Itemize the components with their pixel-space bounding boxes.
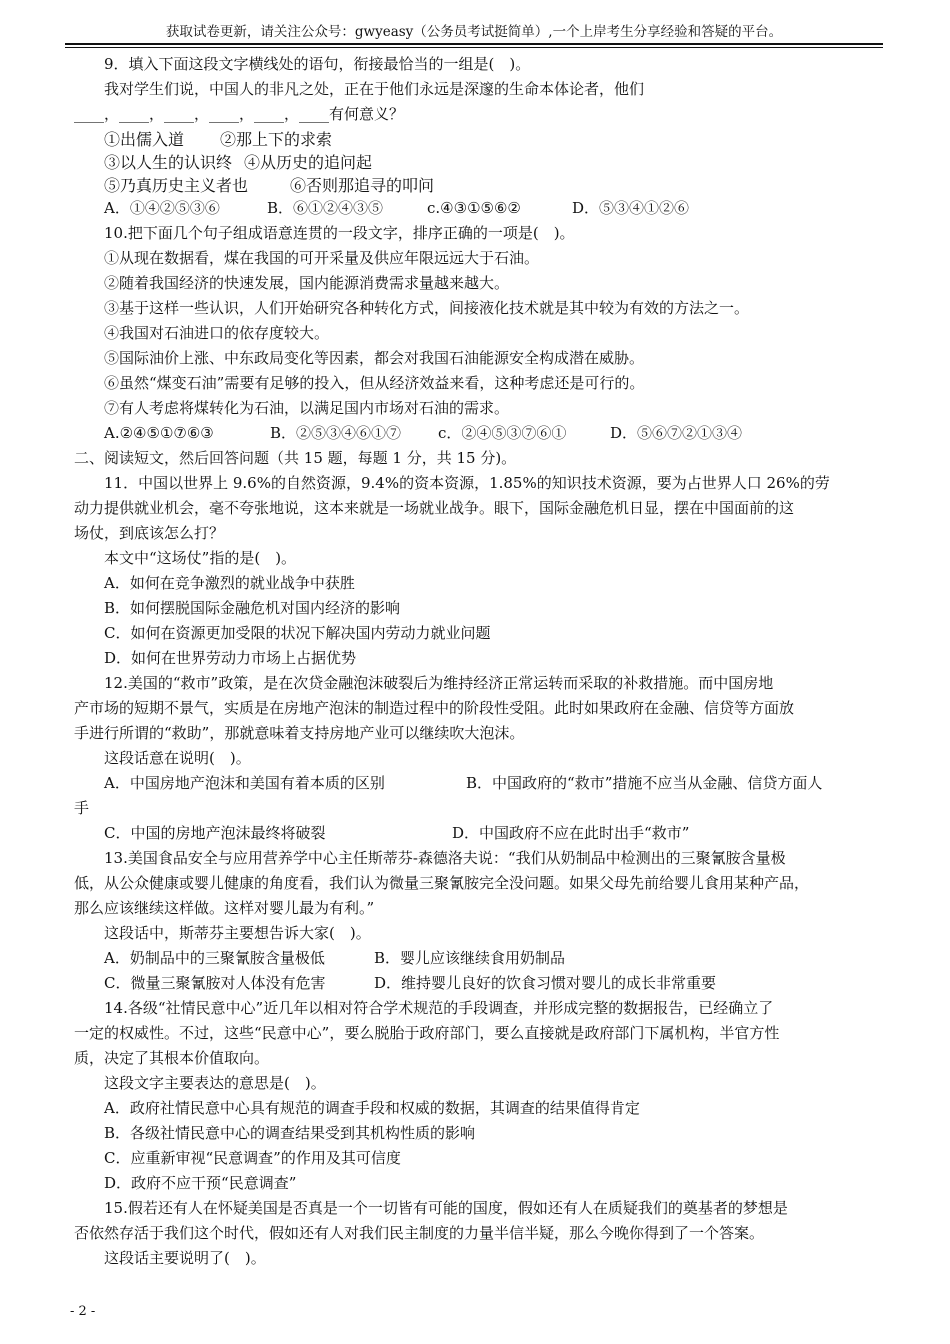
q11-option-b[interactable]: B．如何摆脱国际金融危机对国内经济的影响	[104, 599, 401, 617]
q10-sentence-4: ④我国对石油进口的依存度较大。	[104, 324, 330, 342]
q13-option-b[interactable]: B．婴儿应该继续食用奶制品	[374, 949, 566, 967]
q11-passage-line-2: 动力提供就业机会，毫不夸张地说，这本来就是一场就业战争。眼下，国际金融危机日显，摆在中国面前的这	[74, 499, 795, 517]
q10-option-a[interactable]: A.②④⑤①⑦⑥③	[104, 424, 214, 442]
q12-options-row-2	[74, 821, 886, 846]
q11-option-c[interactable]: C．如何在资源更加受限的状况下解决国内劳动力就业问题	[104, 624, 491, 642]
q11-option-d[interactable]: D．如何在世界劳动力市场上占据优势	[104, 649, 357, 667]
header-rule-thick	[65, 43, 883, 45]
q10-options	[74, 421, 886, 446]
q11-question: 本文中“这场仗”指的是( )。	[104, 549, 297, 567]
q10-sentence-6: ⑥虽然“煤变石油”需要有足够的投入，但从经济效益来看，这种考虑还是可行的。	[104, 374, 645, 392]
q10-sentence-7: ⑦有人考虑将煤转化为石油，以满足国内市场对石油的需求。	[104, 399, 510, 417]
q13-option-c[interactable]: C．微量三聚氰胺对人体没有危害	[104, 974, 326, 992]
q13-option-d[interactable]: D．维持婴儿良好的饮食习惯对婴儿的成长非常重要	[374, 974, 717, 992]
q9-stem: 9．填入下面这段文字横线处的语句，衔接最恰当的一组是( )。	[104, 55, 531, 73]
q11-option-a[interactable]: A．如何在竞争激烈的就业战争中获胜	[104, 574, 355, 592]
q9-passage: 我对学生们说，中国人的非凡之处，正在于他们永远是深邃的生命本体论者，他们	[104, 80, 645, 98]
q9-sentence-1: ①出儒入道	[104, 130, 185, 149]
q12-options-row-1	[74, 771, 886, 796]
q9-sentence-4: ④从历史的追问起	[244, 153, 373, 172]
q10-sentence-2: ②随着我国经济的快速发展，国内能源消费需求量越来越大。	[104, 274, 510, 292]
q14-question: 这段文字主要表达的意思是( )。	[104, 1074, 326, 1092]
page-header: 获取试卷更新，请关注公众号：gwyeasy（公务员考试挺简单）,一个上岸考生分享经验和答疑的平台。	[165, 24, 783, 40]
q9-blanks: ____，____，____，____，____，____有何意义？	[74, 105, 405, 123]
q13-question: 这段话中，斯蒂芬主要想告诉大家( )。	[104, 924, 371, 942]
header-rule-thin	[65, 47, 883, 48]
q15-question: 这段话主要说明了( )。	[104, 1249, 266, 1267]
q10-option-c[interactable]: c．②④⑤③⑦⑥①	[438, 424, 567, 442]
q13-passage-line-2: 低，从公众健康或婴儿健康的角度看，我们认为微量三聚氰胺完全没问题。如果父母先前给婴儿食用某种产品，	[74, 874, 810, 892]
q12-option-a[interactable]: A．中国房地产泡沫和美国有着本质的区别	[104, 774, 385, 792]
q10-option-d[interactable]: D．⑤⑥⑦②①③④	[610, 424, 743, 442]
q9-sentence-2: ②那上下的求索	[220, 130, 333, 149]
section-2-heading: 二、阅读短文，然后回答问题（共 15 题，每题 1 分，共 15 分)。	[74, 449, 517, 467]
q12-option-c[interactable]: C．中国的房地产泡沫最终将破裂	[104, 824, 326, 842]
q12-passage-line-3: 手进行所谓的“救助”，那就意味着支持房地产业可以继续吹大泡沫。	[74, 724, 525, 742]
q12-option-d[interactable]: D．中国政府不应在此时出手“救市”	[452, 824, 690, 842]
q13-options-row-2	[74, 971, 886, 996]
q10-sentence-3: ③基于这样一些认识，人们开始研究各种转化方式，间接液化技术就是其中较为有效的方法之一。	[104, 299, 750, 317]
q14-option-d[interactable]: D．政府不应干预“民意调查”	[104, 1174, 297, 1192]
page-number: - 2 -	[70, 1304, 96, 1319]
q11-passage-line-1: 11．中国以世界上 9.6%的自然资源，9.4%的资本资源，1.85%的知识技术资源，要为占世界人口 26%的劳	[104, 474, 830, 492]
q14-passage-line-3: 质，决定了其根本价值取向。	[74, 1049, 270, 1067]
q12-option-b[interactable]: B．中国政府的“救市”措施不应当从金融、信贷方面人	[466, 774, 823, 792]
q14-passage-line-1: 14.各级“社情民意中心”近几年以相对符合学术规范的手段调查，并形成完整的数据报告，已经确立了	[104, 999, 774, 1017]
q9-sentence-5: ⑤乃真历史主义者也	[104, 176, 249, 195]
q9-sentences-row-1	[74, 127, 886, 150]
q9-sentence-3: ③以人生的认识终	[104, 153, 233, 172]
q12-option-b-continued: 手	[74, 799, 90, 817]
q12-question: 这段话意在说明( )。	[104, 749, 251, 767]
q9-option-c[interactable]: c.④③①⑤⑥②	[427, 199, 521, 217]
q14-option-c[interactable]: C．应重新审视“民意调查”的作用及其可信度	[104, 1149, 401, 1167]
q9-options	[74, 196, 886, 221]
q12-passage-line-1: 12.美国的“救市”政策，是在次贷金融泡沫破裂后为维持经济正常运转而采取的补救措施。而中国房地	[104, 674, 774, 692]
document-body	[74, 52, 886, 1271]
q13-option-a[interactable]: A．奶制品中的三聚氰胺含量极低	[104, 949, 325, 967]
q14-passage-line-2: 一定的权威性。不过，这些“民意中心”，要么脱胎于政府部门，要么直接就是政府部门下属机构，半官方性	[74, 1024, 780, 1042]
q10-sentence-5: ⑤国际油价上涨、中东政局变化等因素，都会对我国石油能源安全构成潜在威胁。	[104, 349, 645, 367]
q14-option-b[interactable]: B．各级社情民意中心的调查结果受到其机构性质的影响	[104, 1124, 476, 1142]
q13-passage-line-1: 13.美国食品安全与应用营养学中心主任斯蒂芬-森德洛夫说：“我们从奶制品中检测出的三聚氰胺含量极	[104, 849, 786, 867]
q13-options-row-1	[74, 946, 886, 971]
q13-passage-line-3: 那么应该继续这样做。这样对婴儿最为有利。”	[74, 899, 375, 917]
q14-option-a[interactable]: A．政府社情民意中心具有规范的调查手段和权威的数据，其调查的结果值得肯定	[104, 1099, 640, 1117]
q9-option-d[interactable]: D．⑤③④①②⑥	[572, 199, 690, 217]
q9-sentences-row-2	[74, 150, 886, 173]
q15-passage-line-1: 15.假若还有人在怀疑美国是否真是一个一切皆有可能的国度，假如还有人在质疑我们的奠基者的梦想是	[104, 1199, 788, 1217]
q10-stem: 10.把下面几个句子组成语意连贯的一段文字，排序正确的一项是( )。	[104, 224, 575, 242]
q9-sentences-row-3	[74, 173, 886, 196]
q10-option-b[interactable]: B．②⑤③④⑥①⑦	[270, 424, 402, 442]
q11-passage-line-3: 场仗，到底该怎么打？	[74, 524, 225, 542]
q10-sentence-1: ①从现在数据看，煤在我国的可开采量及供应年限远远大于石油。	[104, 249, 540, 267]
q9-option-a[interactable]: A．①④②⑤③⑥	[104, 199, 220, 217]
q15-passage-line-2: 否依然存活于我们这个时代，假如还有人对我们民主制度的力量半信半疑，那么今晚你得到了一个答案。	[74, 1224, 765, 1242]
q12-passage-line-2: 产市场的短期不景气，实质是在房地产泡沫的制造过程中的阶段性受阻。此时如果政府在金融、信贷等方面放	[74, 699, 795, 717]
q9-sentence-6: ⑥否则那追寻的叩问	[290, 176, 435, 195]
q9-option-b[interactable]: B．⑥①②④③⑤	[267, 199, 384, 217]
